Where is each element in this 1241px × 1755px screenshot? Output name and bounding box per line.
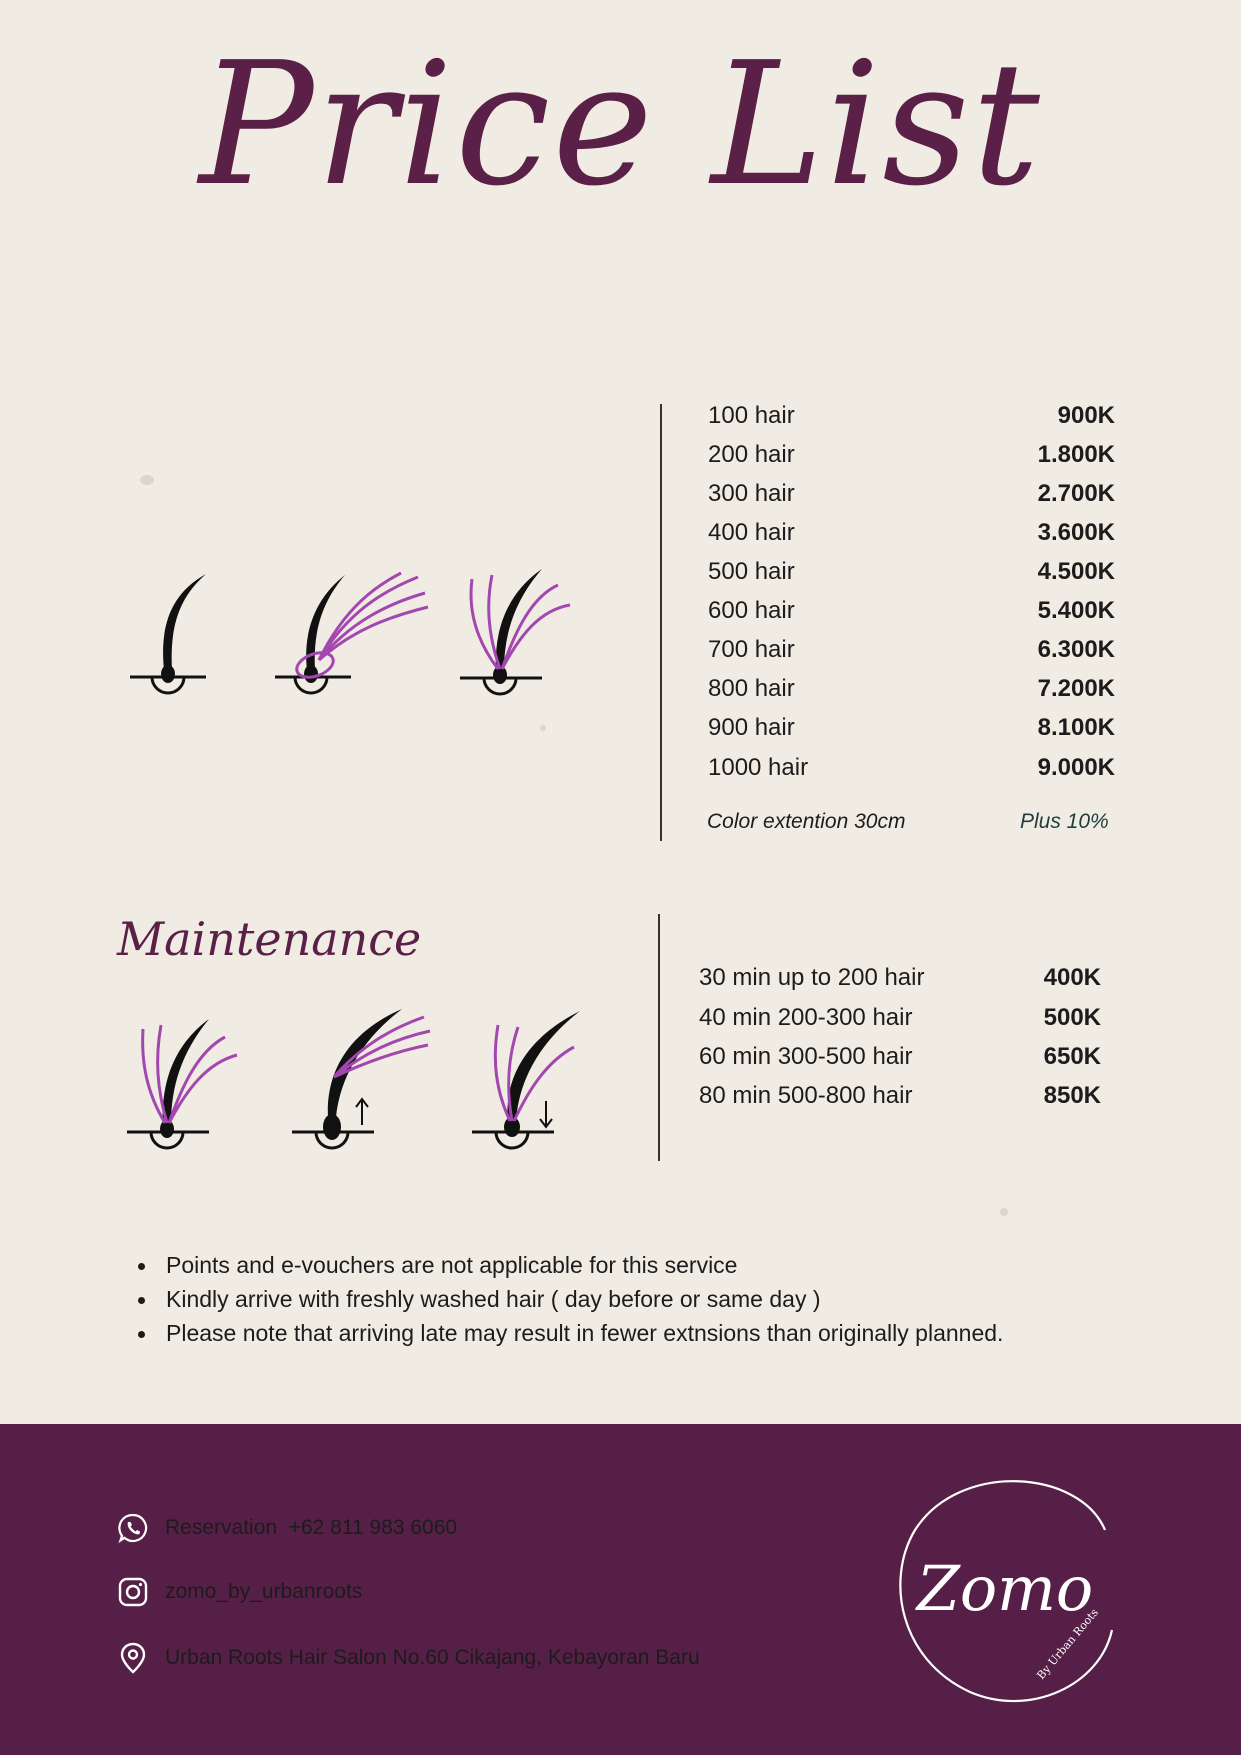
price-label: 40 min 200-300 hair [699, 1004, 913, 1031]
price-label: 300 hair [708, 480, 795, 507]
price-value: 1.800K [1037, 441, 1115, 468]
note-item: Please note that arriving late may result in fewer extnsions than originally planned. [138, 1316, 1003, 1350]
price-row [708, 675, 1115, 707]
price-value: 6.300K [1037, 636, 1115, 663]
price-value: 3.600K [1037, 519, 1115, 546]
price-value: 8.100K [1037, 714, 1115, 741]
whatsapp-icon [117, 1512, 149, 1544]
logo-wordmark: Zomo [916, 1552, 1094, 1625]
maintenance-title: Maintenance [117, 912, 422, 966]
price-row [708, 714, 1115, 746]
price-row [708, 441, 1115, 473]
location-pin-icon [117, 1642, 149, 1674]
price-value: 850K [1043, 1082, 1101, 1109]
instagram-handle: zomo_by_urbanroots [165, 1580, 363, 1603]
address-text: Urban Roots Hair Salon No.60 Cikajang, Kebayoran Baru [165, 1646, 700, 1669]
price-row [708, 402, 1115, 434]
price-label: 100 hair [708, 402, 795, 429]
address-contact[interactable] [117, 1641, 700, 1675]
brand-logo [890, 1470, 1120, 1705]
page-title: Price List [199, 26, 1042, 224]
price-row [708, 480, 1115, 512]
price-label: 400 hair [708, 519, 795, 546]
price-row [708, 597, 1115, 629]
note-item: Points and e-vouchers are not applicable for this service [138, 1248, 1003, 1282]
price-value: 2.700K [1037, 480, 1115, 507]
price-row [699, 1004, 1101, 1036]
notes-list [138, 1248, 1003, 1350]
instagram-icon [117, 1576, 149, 1608]
hair-growth-down-icon [470, 1005, 590, 1155]
logo-subtext: By Urban Roots [1034, 1606, 1101, 1682]
price-value: 900K [1057, 402, 1115, 429]
price-label: 800 hair [708, 675, 795, 702]
extension-attach-icon [273, 565, 433, 700]
price-label: 1000 hair [708, 754, 809, 781]
hair-growth-up-icon [290, 1005, 440, 1155]
color-extension-price: Plus 10% [1020, 810, 1109, 833]
paper-speck [540, 725, 546, 731]
reservation-contact[interactable] [117, 1511, 457, 1545]
price-row [699, 1082, 1101, 1114]
price-value: 9.000K [1037, 754, 1115, 781]
price-row [699, 1043, 1101, 1075]
divider-line [660, 404, 662, 841]
price-label: 60 min 300-500 hair [699, 1043, 913, 1070]
price-row [699, 964, 1101, 996]
price-row [708, 636, 1115, 668]
color-extension-row [707, 810, 1127, 840]
price-value: 5.400K [1037, 597, 1115, 624]
extension-full-icon [458, 565, 578, 705]
note-item: Kindly arrive with freshly washed hair ( day before or same day ) [138, 1282, 1003, 1316]
price-label: 80 min 500-800 hair [699, 1082, 913, 1109]
paper-speck [1000, 1208, 1008, 1216]
price-label: 900 hair [708, 714, 795, 741]
price-value: 4.500K [1037, 558, 1115, 585]
price-value: 650K [1043, 1043, 1101, 1070]
reservation-text: Reservation +62 811 983 6060 [165, 1516, 458, 1539]
price-value: 7.200K [1037, 675, 1115, 702]
price-value: 500K [1043, 1004, 1101, 1031]
divider-line [658, 914, 660, 1161]
price-label: 700 hair [708, 636, 795, 663]
price-row [708, 558, 1115, 590]
price-value: 400K [1043, 964, 1101, 991]
natural-hair-icon [130, 570, 210, 700]
price-row [708, 519, 1115, 551]
price-row [708, 754, 1115, 786]
paper-speck [140, 475, 154, 485]
price-label: 30 min up to 200 hair [699, 964, 925, 991]
color-extension-label: Color extention 30cm [707, 810, 906, 833]
price-label: 500 hair [708, 558, 795, 585]
price-label: 600 hair [708, 597, 795, 624]
price-label: 200 hair [708, 441, 795, 468]
hair-with-extension-icon [125, 1015, 245, 1155]
instagram-contact[interactable] [117, 1575, 362, 1609]
